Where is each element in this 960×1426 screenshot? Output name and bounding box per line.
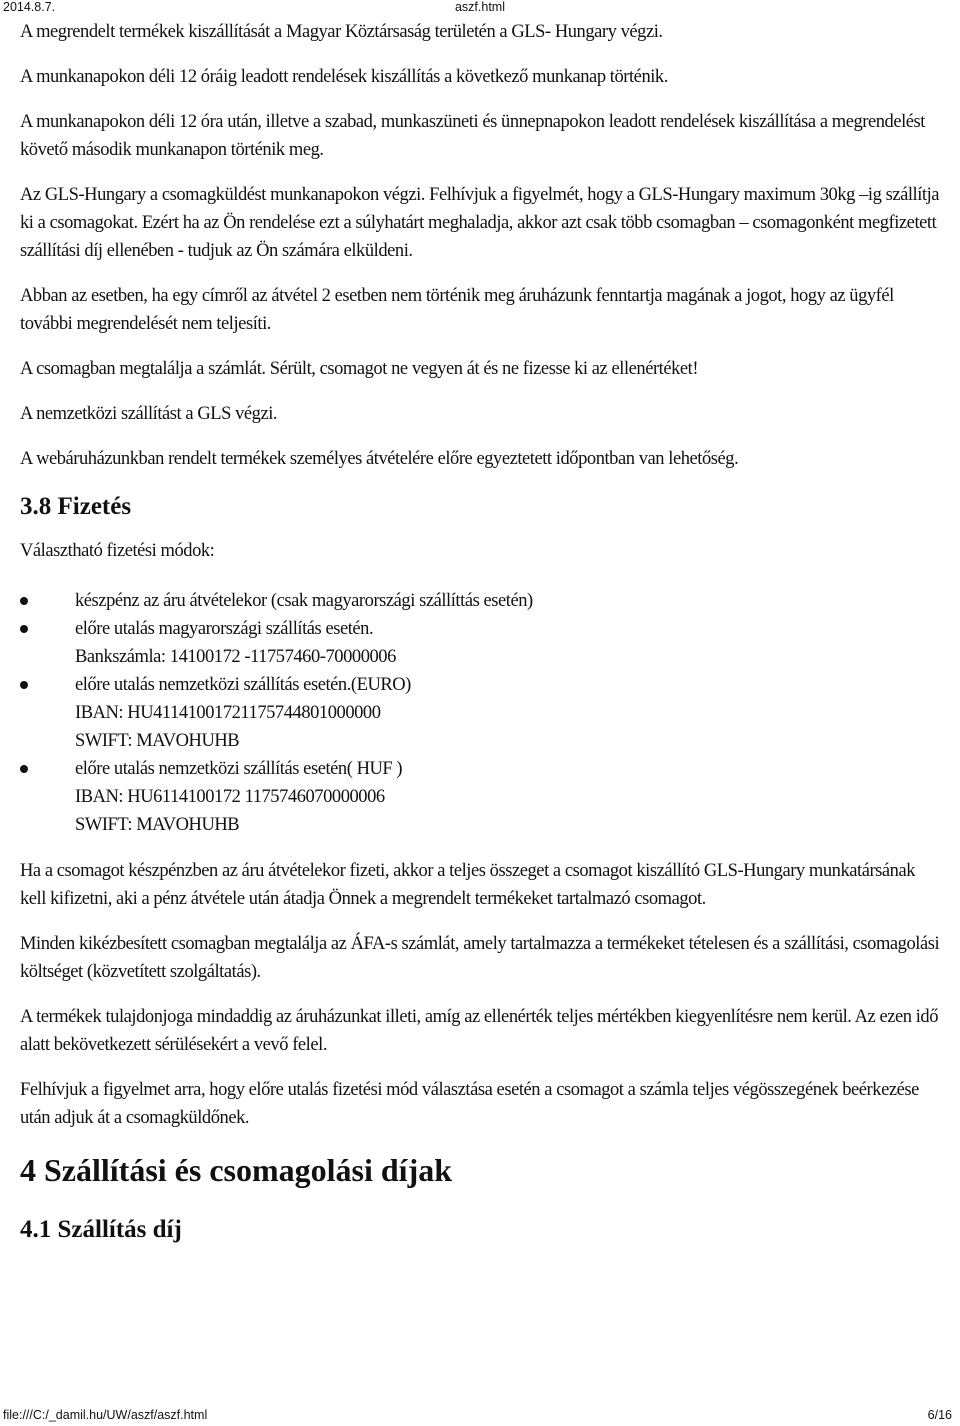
footer-page-number: 6/16 [927,1408,952,1422]
bullet-icon [20,765,28,773]
paragraph-failed-pickup: Abban az esetben, ha egy címről az átvétel 2 esetben nem történik meg áruházunk fenntartja magának a jogot, hogy az ügyfél további megrendelését nem teljesíti. [20,286,894,334]
paragraph-cash-payment: Ha a csomagot készpénzben az áru átvételekor fizeti, akkor a teljes összeget a csomagot kiszállító GLS-Hungary munkatársának kell kifizetni, aki a pénz átvétele után átadja Önnek a megrendelt termékeket tartalmazó csomagot. [20,861,916,909]
list-item: előre utalás magyarországi szállítás esetén. Bankszámla: 14100172 -11757460-70000006 [75,615,940,671]
paragraph-prepayment: Felhívjuk a figyelmet arra, hogy előre utalás fizetési mód választása esetén a csomagot a számla teljes végösszegének beérkezése után adjuk át a csomagküldőnek. [20,1080,919,1128]
paragraph-ownership: A termékek tulajdonjoga mindaddig az áruházunkat illeti, amíg az ellenérték teljes mértékben kiegyenlítésre nem kerül. Az ezen idő alatt bekövetkezett sérülésekért a vevő felel. [20,1007,939,1055]
page-header [0,0,960,16]
footer-file-path: file:///C:/_damil.hu/UW/aszf/aszf.html [3,1408,208,1422]
page-footer [0,1408,960,1424]
bank-account: Bankszámla: 14100172 -11757460-70000006 [75,647,396,667]
swift-huf: SWIFT: MAVOHUHB [75,815,240,835]
paragraph-international: A nemzetközi szállítást a GLS végzi. [20,404,278,424]
paragraph-personal-pickup: A webáruházunkban rendelt termékek személyes átvételére előre egyeztetett időpontban van lehetőség. [20,449,739,469]
section-heading-shipping-fees: 4 Szállítási és csomagolási díjak [20,1152,453,1188]
list-item: előre utalás nemzetközi szállítás esetén( HUF ) IBAN: HU6114100172 1175746070000006 SWIFT: MAVOHUHB [75,755,940,839]
iban-huf: IBAN: HU6114100172 1175746070000006 [75,787,385,807]
bullet-icon [20,681,28,689]
payment-intro: Választható fizetési módok: [20,541,215,561]
paragraph-before-noon: A munkanapokon déli 12 óráig leadott rendelések kiszállítás a következő munkanap történik. [20,67,668,87]
payment-methods-list [20,587,940,839]
subsection-heading-shipping-fee: 4.1 Szállítás díj [20,1216,182,1243]
document-body [20,18,940,1247]
header-date: 2014.8.7. [3,0,56,14]
paragraph-invoice: A csomagban megtalálja a számlát. Sérült, csomagot ne vegyen át és ne fizesse ki az ellenértéket! [20,359,699,379]
paragraph-weight-limit: Az GLS-Hungary a csomagküldést munkanapokon végzi. Felhívjuk a figyelmét, hogy a GLS-Hungary maximum 30kg –ig szállítja ki a csomagokat. Ezért ha az Ön rendelése ezt a súlyhatárt meghaladja, akkor azt csak több csomagban – csomagonként megfizetett szállítási díj ellenében - tudjuk az Ön számára elküldeni. [20,185,940,261]
paragraph-gls-delivery: A megrendelt termékek kiszállítását a Magyar Köztársaság területén a GLS- Hungary végzi. [20,22,663,42]
bullet-icon [20,597,28,605]
list-item: előre utalás nemzetközi szállítás esetén.(EURO) IBAN: HU41141001721175744801000000 SWIFT: MAVOHUHB [75,671,940,755]
iban-euro: IBAN: HU41141001721175744801000000 [75,703,381,723]
section-heading-payment: 3.8 Fizetés [20,493,132,520]
list-item: készpénz az áru átvételekor (csak magyarországi szállíttás esetén) [75,587,940,615]
bullet-icon [20,625,28,633]
paragraph-vat-invoice: Minden kikézbesített csomagban megtalálja az ÁFA-s számlát, amely tartalmazza a termékeket tételesen és a szállítási, csomagolási költséget (közvetített szolgáltatás). [20,934,940,982]
header-filename: aszf.html [454,0,505,14]
swift-euro: SWIFT: MAVOHUHB [75,731,240,751]
paragraph-after-noon: A munkanapokon déli 12 óra után, illetve a szabad, munkaszüneti és ünnepnapokon leadott rendelések kiszállítása a megrendelést követő második munkanapon történik meg. [20,112,925,160]
